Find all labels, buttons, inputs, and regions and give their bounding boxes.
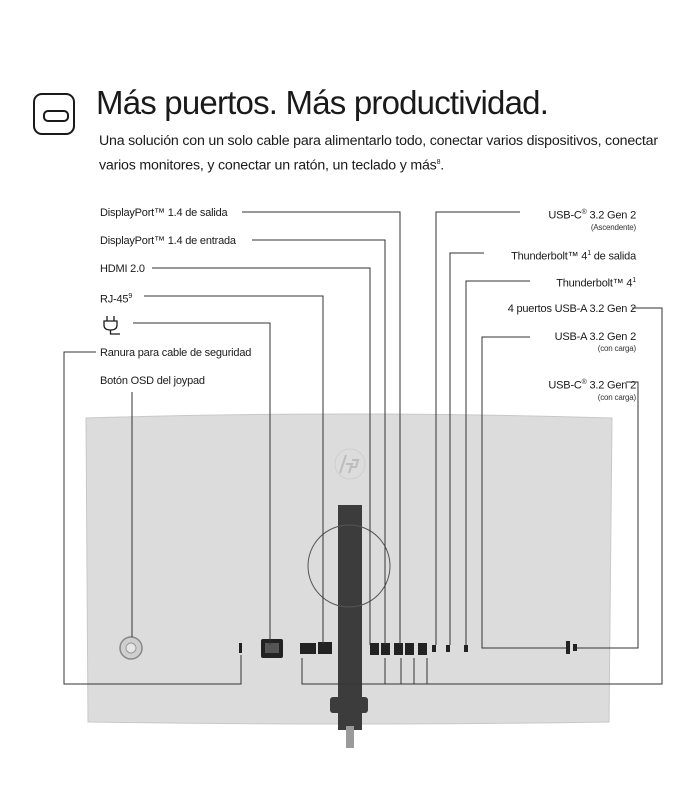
security-slot <box>239 643 242 653</box>
label-usbc-charging: USB-C® 3.2 Gen 2 (con carga) <box>548 379 636 402</box>
usbc-charging-port <box>573 644 577 651</box>
usba-port <box>394 643 403 655</box>
label-displayport-in: DisplayPort™ 1.4 de entrada <box>100 235 236 247</box>
label-thunderbolt: Thunderbolt™ $4^1$ <box>556 277 636 290</box>
displayport-in-port <box>306 643 316 654</box>
usba-charging-port <box>566 641 570 654</box>
page-subtitle: Una solución con un solo cable para alimentarlo todo, conectar varios dispositivos, conectar varios monitores, y conectar un ratón, un teclado y más$^8$. <box>99 133 658 174</box>
label-usba-charging: USB-A 3.2 Gen 2 (con carga) <box>554 331 636 353</box>
stand-base <box>330 697 368 713</box>
stand-column <box>338 505 362 730</box>
usbc-upstream-port <box>432 645 436 652</box>
label-rj45: $RJ-45^9$ <box>100 293 133 306</box>
rj45-port <box>318 642 332 654</box>
label-usba-4ports: 4 puertos USB-A 3.2 Gen 2 <box>507 303 636 315</box>
displayport-out-port <box>370 643 379 655</box>
label-osd-joypad: Botón OSD del joypad <box>100 375 205 387</box>
thunderbolt-out-port <box>446 645 450 652</box>
usba-port <box>405 643 414 655</box>
label-hdmi: HDMI 2.0 <box>100 263 145 275</box>
label-displayport-out: DisplayPort™ 1.4 de salida <box>100 207 228 219</box>
usba-port <box>418 643 427 655</box>
label-thunderbolt-out: Thunderbolt™ $4^1$ de salida <box>511 250 636 263</box>
thunderbolt-port <box>464 645 468 652</box>
label-security-slot: Ranura para cable de seguridad <box>100 347 252 359</box>
label-usbc-upstream: USB-C® 3.2 Gen 2 (Ascendente) <box>548 209 636 232</box>
page-title: Más puertos. Más productividad. <box>96 84 549 121</box>
power-plug-icon <box>104 316 120 334</box>
